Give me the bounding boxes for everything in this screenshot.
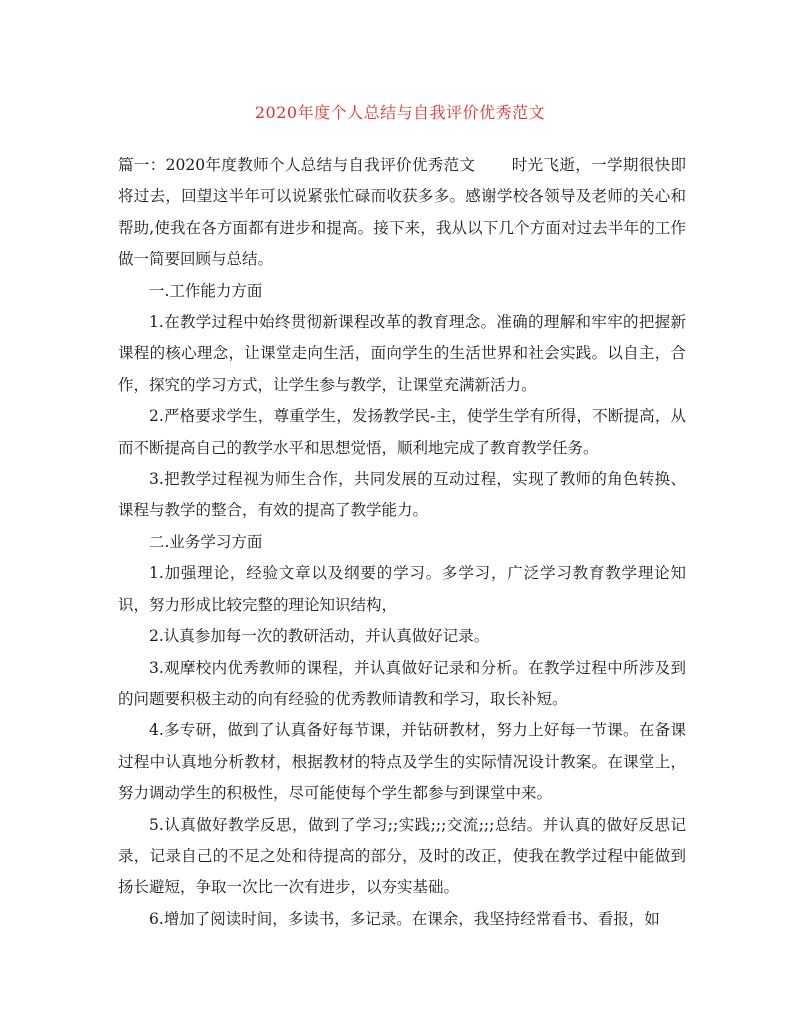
section-heading-work-ability: 一.工作能力方面 bbox=[149, 281, 263, 300]
intro-heading: 篇一：2020年度教师个人总结与自我评价优秀范文 bbox=[118, 156, 476, 174]
paragraph-study-3: 3.观摩校内优秀教师的课程，并认真做好记录和分析。在教学过程中所涉及到的问题要积极主动的向有经验的优秀教师请教和学习，取长补短。 bbox=[118, 658, 686, 708]
intro-paragraph bbox=[118, 150, 686, 276]
paragraph-study-5: 5.认真做好教学反思，做到了学习;;实践;;;交流;;;总结。并认真的做好反思记录，记录自己的不足之处和待提高的部分，及时的改正，使我在教学过程中能做到扬长避短，争取一次比一次有进步，以夯实基础。 bbox=[118, 815, 686, 897]
paragraph-study-6: 6.增加了阅读时间，多读书，多记录。在课余，我坚持经常看书、看报，如 bbox=[149, 909, 660, 928]
section-heading-study: 二.业务学习方面 bbox=[149, 532, 263, 551]
document-title: 2020年度个人总结与自我评价优秀范文 bbox=[254, 103, 546, 122]
paragraph-study-4: 4.多专研，做到了认真备好每节课，并钻研教材，努力上好每一节课。在备课过程中认真地分析教材，根据教材的特点及学生的实际情况设计教案。在课堂上，努力调动学生的积极性，尽可能使每个学生都参与到课堂中来。 bbox=[118, 721, 686, 803]
document-body bbox=[118, 150, 686, 935]
paragraph-work-2: 2.严格要求学生，尊重学生，发扬教学民-主，使学生学有所得，不断提高，从而不断提高自己的教学水平和思想觉悟，顺利地完成了教育教学任务。 bbox=[118, 407, 686, 457]
paragraph-study-1: 1.加强理论，经验文章以及纲要的学习。多学习，广泛学习教育教学理论知识，努力形成比较完整的理论知识结构， bbox=[118, 564, 686, 614]
paragraph-work-1: 1.在教学过程中始终贯彻新课程改革的教育理念。准确的理解和牢牢的把握新课程的核心理念，让课堂走向生活，面向学生的生活世界和社会实践。以自主，合作，探究的学习方式，让学生参与教学，让课堂充满新活力。 bbox=[118, 313, 686, 394]
paragraph-study-2: 2.认真参加每一次的教研活动，并认真做好记录。 bbox=[149, 627, 490, 646]
paragraph-work-3: 3.把教学过程视为师生合作，共同发展的互动过程，实现了教师的角色转换、课程与教学的整合，有效的提高了教学能力。 bbox=[118, 470, 686, 520]
intro-text: 时光飞逝，一学期很快即将过去，回望这半年可以说紧张忙碌而收获多多。感谢学校各领导及老师的关心和帮助,使我在各方面都有进步和提高。接下来，我从以下几个方面对过去半年的工作做一简要回顾与总结。 bbox=[118, 156, 686, 269]
